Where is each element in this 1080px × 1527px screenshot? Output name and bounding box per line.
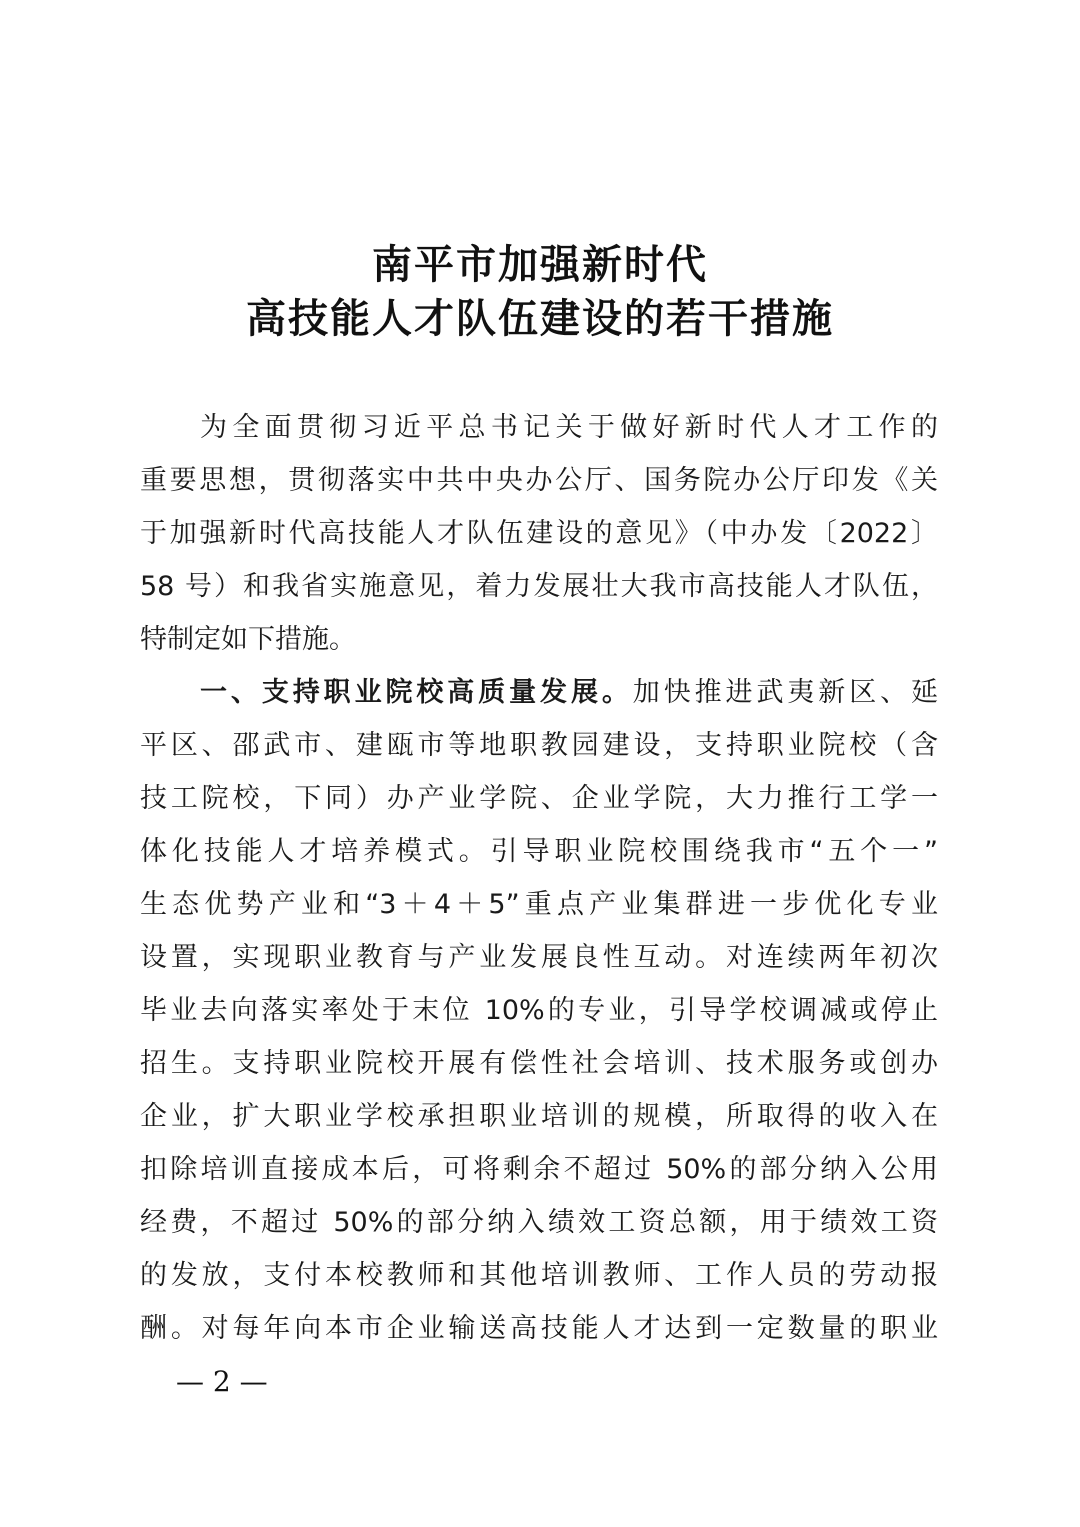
intro-line-1: 为全面贯彻习近平总书记关于做好新时代人才工作的 [200, 412, 938, 443]
section-1-line-7: 毕业去向落实率处于末位 10%的专业，引导学校调减或停止 [140, 995, 938, 1026]
section-1-line-10: 扣除培训直接成本后，可将剩余不超过 50%的部分纳入公用 [140, 1154, 938, 1185]
intro-line-4: 58 号）和我省实施意见，着力发展壮大我市高技能人才队伍， [140, 571, 938, 602]
section-1-line-11: 经费，不超过 50%的部分纳入绩效工资总额，用于绩效工资 [140, 1207, 938, 1238]
section-1-line-6: 设置，实现职业教育与产业发展良性互动。对连续两年初次 [140, 942, 938, 973]
section-1-heading: 一、支持职业院校高质量发展。 [200, 677, 633, 708]
section-1-line-4: 体化技能人才培养模式。引导职业院校围绕我市“五个一” [140, 836, 938, 867]
intro-line-3: 于加强新时代高技能人才队伍建设的意见》（中办发〔2022〕 [140, 518, 938, 549]
document-title-line-1: 南平市加强新时代 [372, 241, 708, 288]
section-1-line-2: 平区、邵武市、建瓯市等地职教园建设，支持职业院校（含 [140, 730, 938, 761]
section-1-line-12: 的发放，支付本校教师和其他培训教师、工作人员的劳动报 [140, 1260, 938, 1291]
section-1-first-line [200, 667, 938, 719]
section-1-line-5: 生态优势产业和“3＋4＋5”重点产业集群进一步优化专业 [140, 889, 938, 920]
intro-line-2: 重要思想，贯彻落实中共中央办公厅、国务院办公厅印发《关 [140, 465, 938, 496]
section-1-line-13: 酬。对每年向本市企业输送高技能人才达到一定数量的职业 [140, 1313, 938, 1344]
section-1-line-9: 企业，扩大职业学校承担职业培训的规模，所取得的收入在 [140, 1101, 938, 1132]
document-title-line-2: 高技能人才队伍建设的若干措施 [246, 295, 834, 342]
page-number: — 2 — [176, 1365, 268, 1398]
section-1-first-line-text: 加快推进武夷新区、延 [632, 677, 938, 708]
section-1-line-8: 招生。支持职业院校开展有偿性社会培训、技术服务或创办 [140, 1048, 938, 1079]
intro-line-5: 特制定如下措施。 [140, 624, 356, 655]
section-1-line-3: 技工院校，下同）办产业学院、企业学院，大力推行工学一 [140, 783, 938, 814]
